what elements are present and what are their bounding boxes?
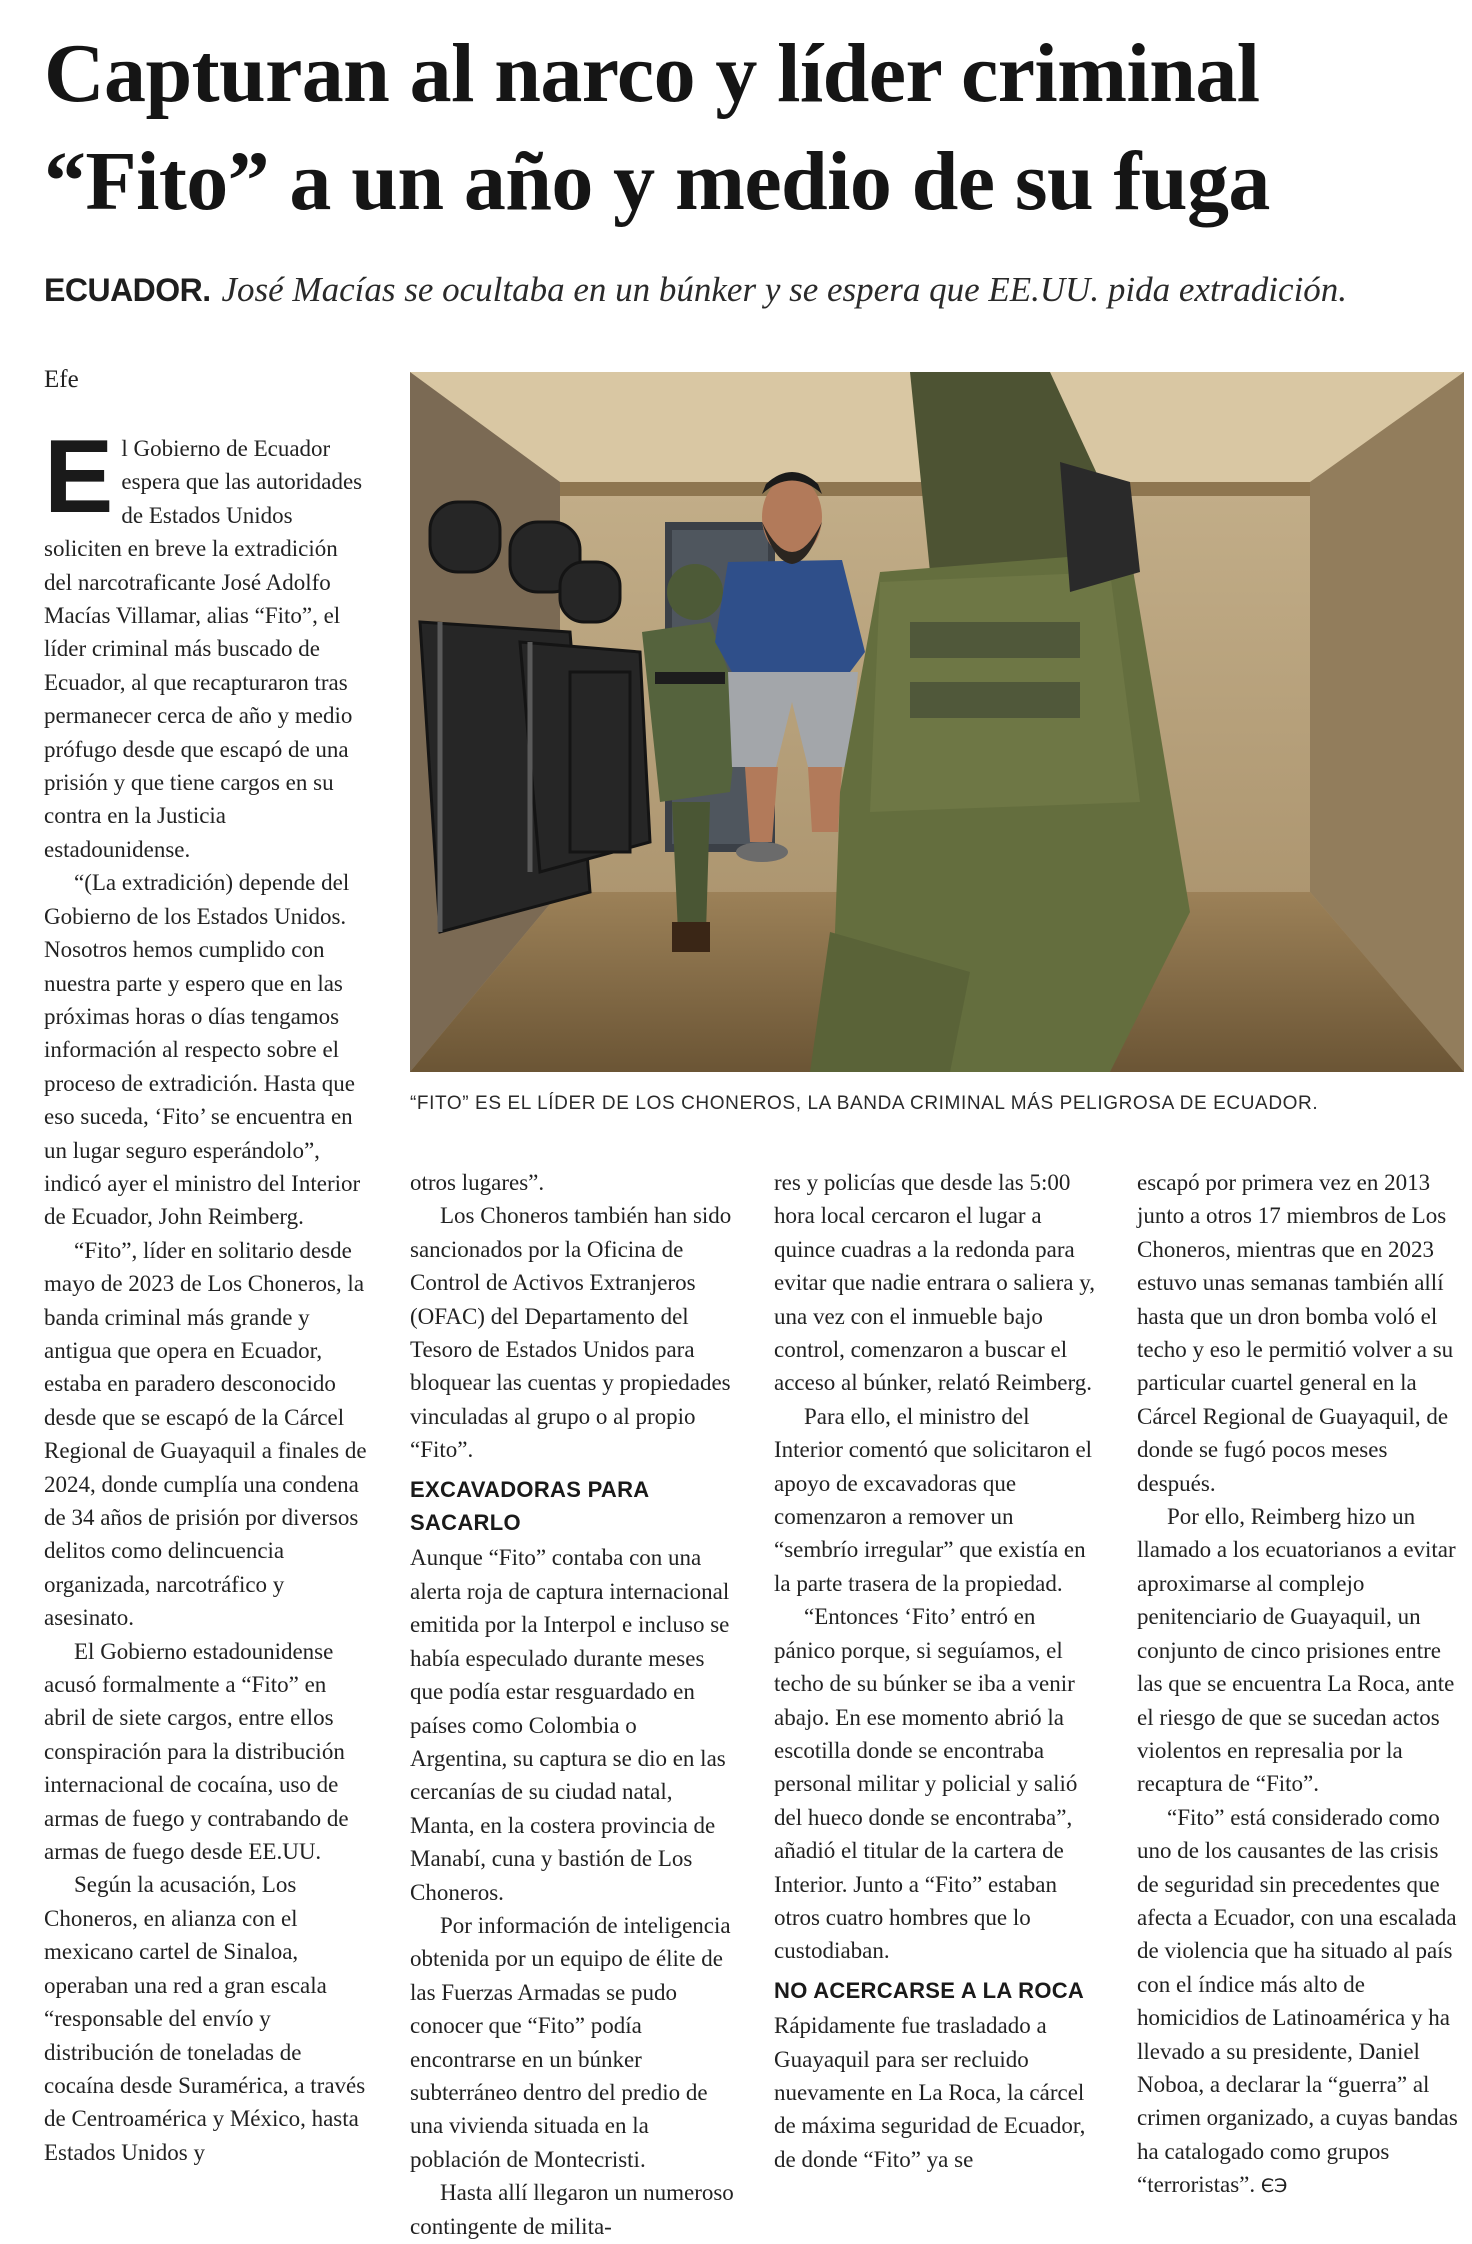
paragraph: Por ello, Reimberg hizo un llamado a los ecuatorianos a evitar aproximarse al complejo penitenciario de Guayaquil, un conjunto de cinco prisiones entre las que se encuentra La Roca, ante el riesgo de que se sucedan actos violentos en represalia por la recaptura de “Fito”. [1137,1504,1456,1797]
paragraph [1137,1801,1462,2204]
headline-line-2: “Fito” a un año y medio de su fuga [44,135,1270,228]
article-column-2 [410,1166,735,2243]
paragraph: otros lugares”. [410,1170,545,1195]
paragraph: “Fito”, líder en solitario desde mayo de 2023 de Los Choneros, la banda criminal más grande y antigua que opera en Ecuador, estaba en paradero desconocido desde que se escapó de la Cárcel Regional de Guayaquil a finales de 2024, donde cumplía una condena de 34 años de prisión por diversos delitos como delincuencia organizada, narcotráfico y asesinato. [44,1237,367,1631]
byline: Efe [44,366,79,393]
paragraph: Según la acusación, Los Choneros, en alianza con el mexicano cartel de Sinaloa, operaban una red a gran escala “responsable del envío y distribución de toneladas de cocaína desde Suramérica, a través de Centroamérica y México, hasta Estados Unidos y [44,1872,366,2165]
subheadline [44,268,1464,312]
paragraph: escapó por primera vez en 2013 junto a otros 17 miembros de Los Choneros, mientras que en 2023 estuvo unas semanas también allí hasta que un dron bomba voló el techo y eso le permitió volver a su particular cuartel general en la Cárcel Regional de Guayaquil, de donde se fugó pocos meses después. [1137,1170,1454,1496]
deck-text: José Macías se ocultaba en un búnker y se espera que EE.UU. pida extradición. [221,270,1348,309]
photo-illustration [410,372,1464,1072]
paragraph: Por información de inteligencia obtenida por un equipo de élite de las Fuerzas Armadas se pudo conocer que “Fito” podía encontrarse en un búnker subterráneo dentro del predio de una vivienda situada en la población de Montecristi. [410,1912,731,2172]
paragraph-text: “Fito” está considerado como uno de los causantes de las crisis de seguridad sin precedentes que afecta a Ecuador, con una escalada de violencia que ha situado al país con el índice más alto de homicidios de Latinoamérica y ha llevado a su presidente, Daniel Noboa, a declarar la “guerra” al crimen organizado, a cuyas bandas ha catalogado como grupos “terroristas”. [1137,1804,1458,2198]
paragraph: Los Choneros también han sido sancionados por la Oficina de Control de Activos Extranjeros (OFAC) del Departamento del Tesoro de Estados Unidos para bloquear las cuentas y propiedades vinculadas al grupo o al propio “Fito”. [410,1203,732,1463]
paragraph: El Gobierno estadounidense acusó formalmente a “Fito” en abril de siete cargos, entre ellos conspiración para la distribución internacional de cocaína, uso de armas de fuego y contrabando de armas de fuego desde EE.UU. [44,1638,349,1865]
section-heading: NO ACERCARSE A LA ROCA [774,1977,1085,2003]
paragraph: Para ello, el ministro del Interior comentó que solicitaron el apoyo de excavadoras que comenzaron a remover un “sembrío irregular” que existía en la parte trasera de la propiedad. [774,1403,1093,1596]
paragraph: l Gobierno de Ecuador espera que las autoridades de Estados Unidos soliciten en breve la extradición del narcotraficante José Adolfo Macías Villamar, alias “Fito”, el líder criminal más buscado de Ecuador, al que recapturaron tras permanecer cerca de año y medio prófugo desde que escapó de una prisión y que tiene cargos en su contra en la Justicia estadounidense. [44,436,363,862]
article-photo [410,372,1464,1072]
end-mark: ЄЭ [1260,2175,1288,2198]
headline [44,20,1444,236]
paragraph: res y policías que desde las 5:00 hora local cercaron el lugar a quince cuadras a la redonda para evitar que nadie entrara o saliera y, una vez con el inmueble bajo control, comenzaron a buscar el acceso al búnker, relató Reimberg. [774,1170,1095,1396]
drop-cap: E [44,419,114,535]
article-column-4 [1137,1166,1462,2204]
paragraph: Aunque “Fito” contaba con una alerta roja de captura internacional emitida por la Interpol e incluso se había especulado durante meses que podía estar resguardado en países como Colombia o Argentina, su captura se dio en las cercanías de su ciudad natal, Manta, en la costera provincia de Manabí, cuna y bastión de Los Choneros. [410,1545,730,1905]
article-column-1 [44,419,369,2169]
headline-line-1: Capturan al narco y líder criminal [44,27,1260,120]
paragraph: Hasta allí llegaron un numeroso contingente de milita- [410,2180,734,2239]
article-column-3 [774,1166,1099,2176]
section-kicker: ECUADOR. [44,272,211,308]
paragraph: “(La extradición) depende del Gobierno de los Estados Unidos. Nosotros hemos cumplido con nuestra parte y espero que en las próximas horas o días tengamos información al respecto sobre el proceso de extradición. Hasta que eso suceda, ‘Fito’ se encuentra en un lugar seguro esperándolo”, indicó ayer el ministro del Interior de Ecuador, John Reimberg. [44,870,361,1230]
photo-caption: “FITO” ES EL LÍDER DE LOS CHONEROS, LA BANDA CRIMINAL MÁS PELIGROSA DE ECUADOR. [410,1093,1319,1114]
section-heading: EXCAVADORAS PARA SACARLO [410,1476,649,1536]
paragraph: “Entonces ‘Fito’ entró en pánico porque, si seguíamos, el techo de su búnker se iba a venir abajo. En ese momento abrió la escotilla donde se encontraba personal militar y policial y salió del hueco donde se encontraba”, añadió el titular de la cartera de Interior. Junto a “Fito” estaban otros cuatro hombres que lo custodiaban. [774,1604,1078,1964]
paragraph: Rápidamente fue trasladado a Guayaquil para ser recluido nuevamente en La Roca, la cárcel de máxima seguridad de Ecuador, de donde “Fito” ya se [774,2013,1086,2172]
